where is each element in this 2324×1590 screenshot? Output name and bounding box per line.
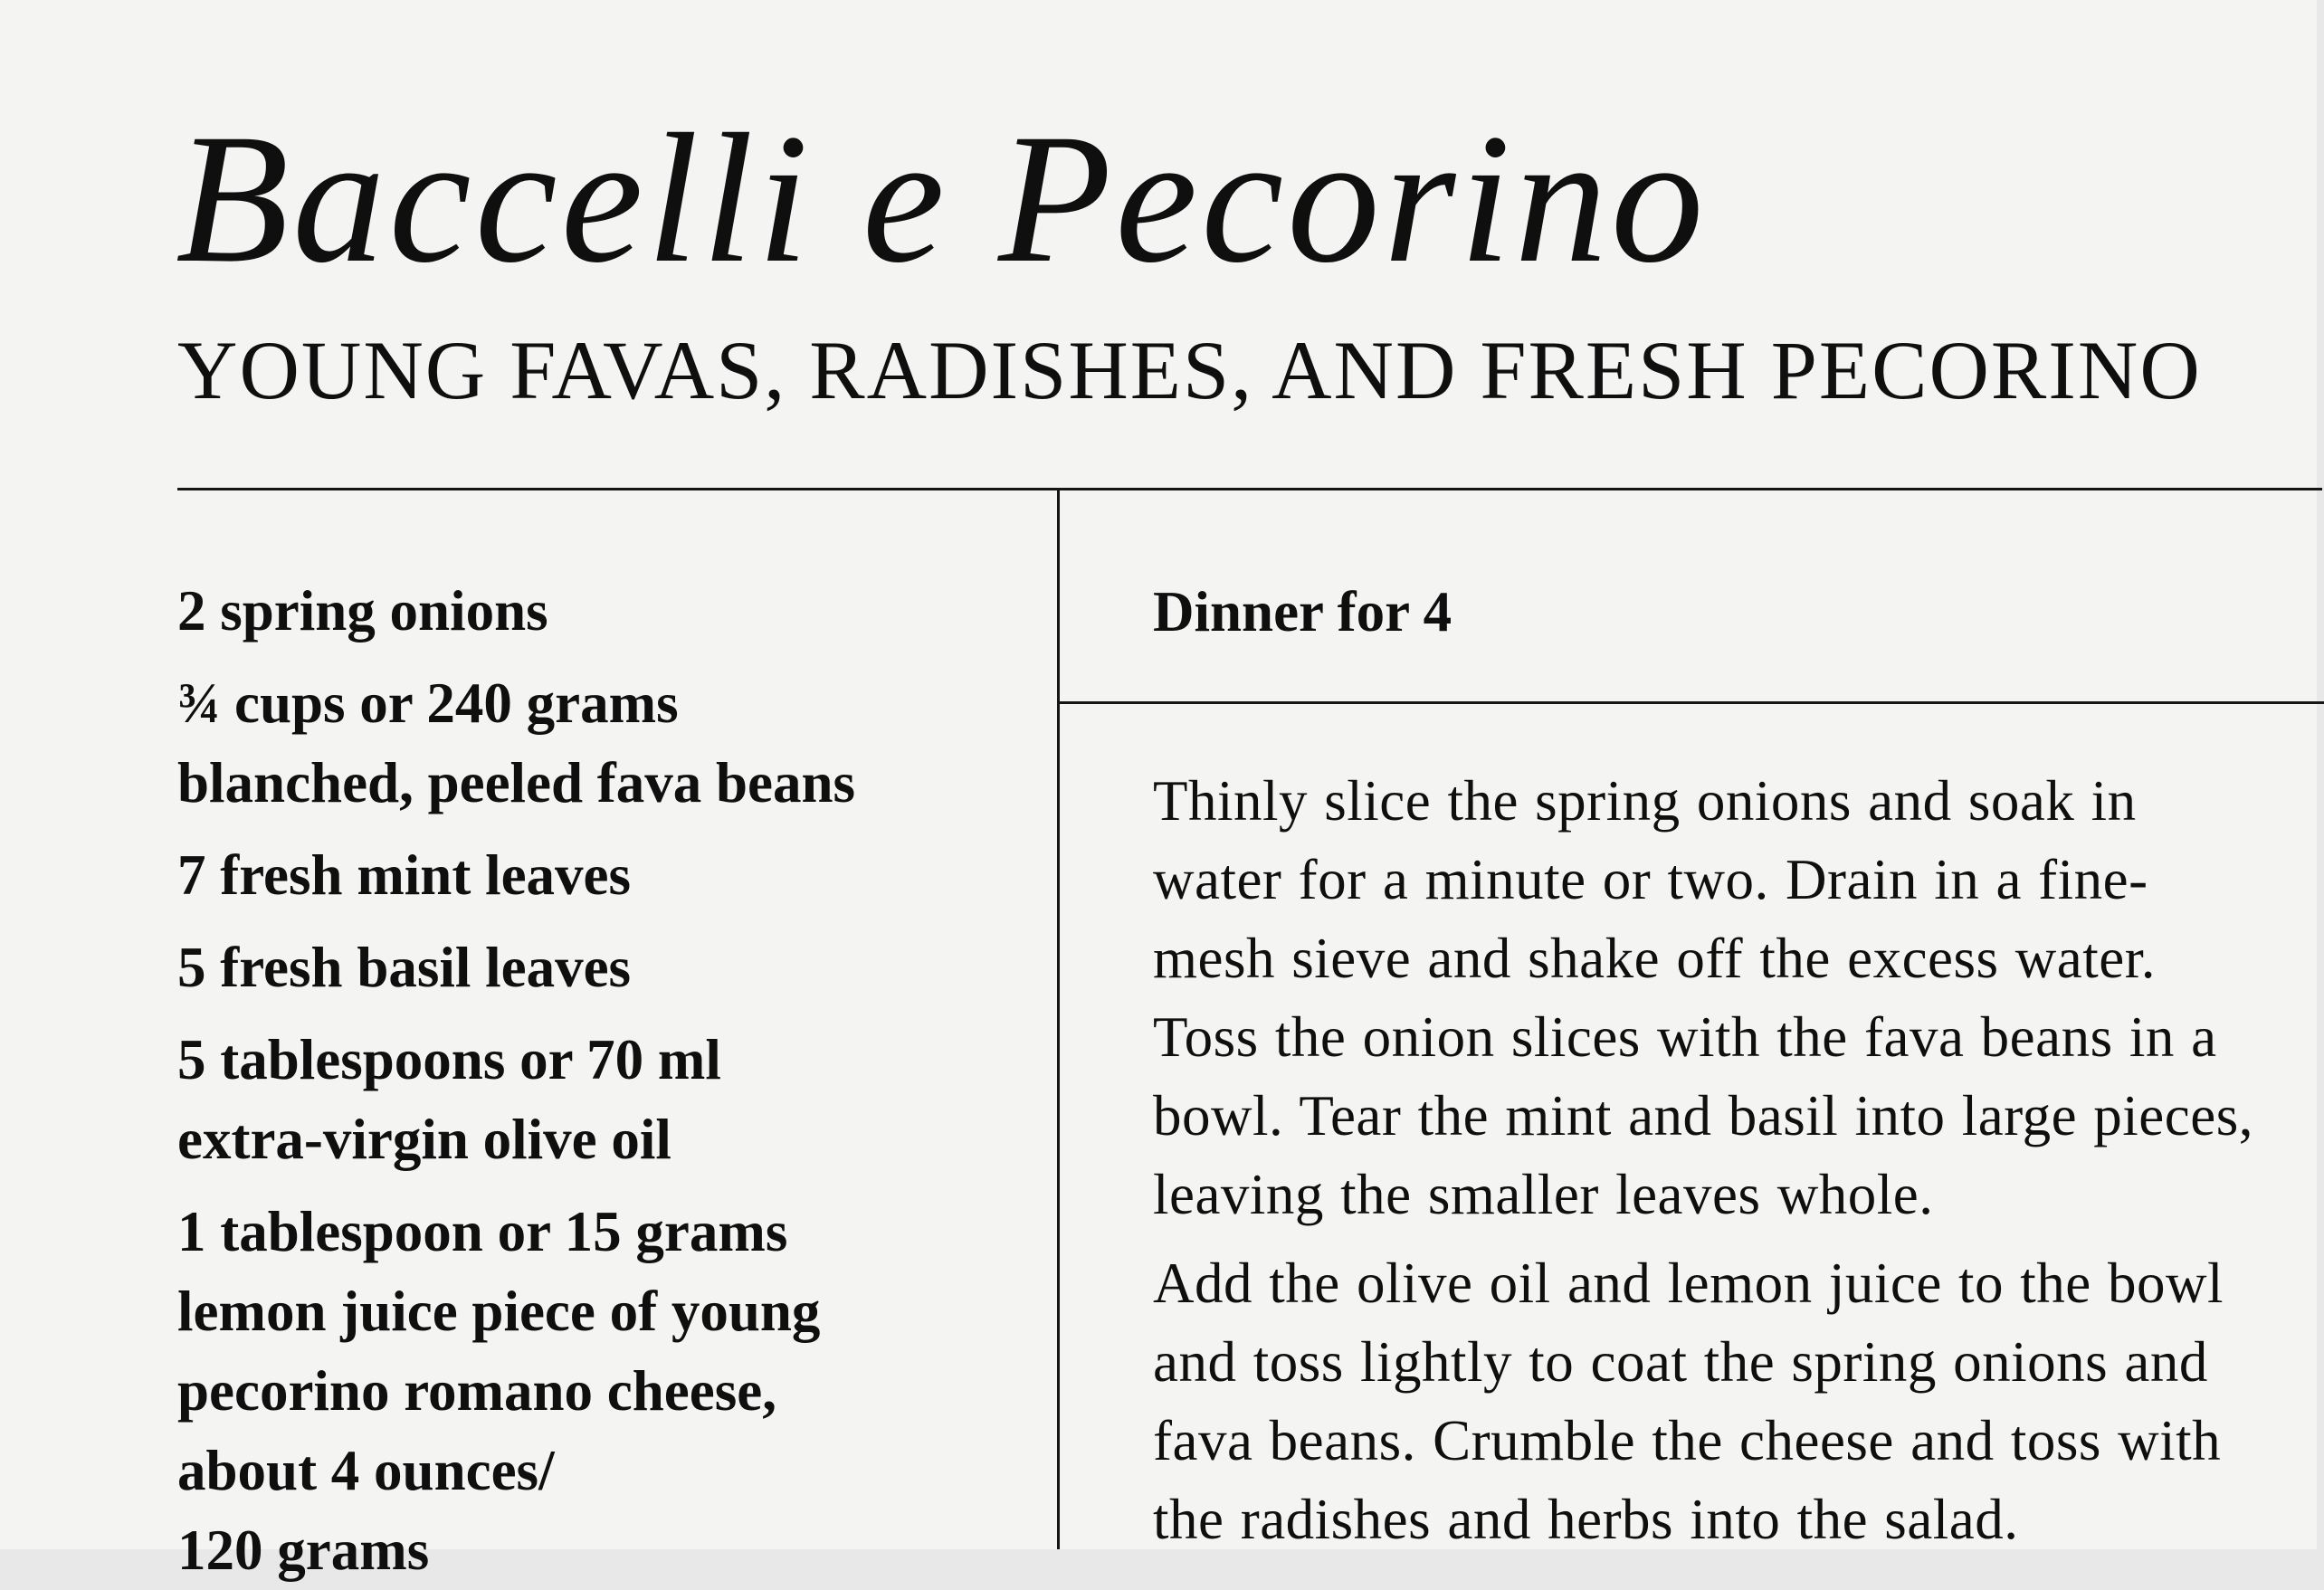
column-divider [1057,488,1060,1549]
ingredient-item [177,571,1046,651]
ingredient-item [177,835,1046,915]
instruction-line: and toss lightly to coat the spring onions and [1153,1330,2208,1394]
ingredient-line: 7 fresh mint leaves [177,843,632,907]
ingredient-line: 5 fresh basil leaves [177,936,632,999]
ingredient-line: pecorino romano cheese, [177,1359,776,1423]
instruction-paragraph [1153,762,2253,1234]
serving-divider [1057,701,2324,704]
instruction-line: mesh sieve and shake off the excess water. [1153,927,2156,990]
instruction-paragraph [1153,1244,2253,1559]
ingredient-line: about 4 ounces/ [177,1439,555,1502]
instruction-line: bowl. Tear the mint and basil into large pieces, [1153,1084,2253,1147]
ingredient-item [177,1192,1046,1590]
instruction-line: Thinly slice the spring onions and soak in [1153,769,2137,833]
instruction-line: the radishes and herbs into the salad. [1153,1488,2019,1551]
ingredient-line: 5 tablespoons or 70 ml [177,1028,721,1091]
header-divider [177,488,2322,490]
instruction-line: leaving the smaller leaves whole. [1153,1163,1934,1226]
page-title: Baccelli e Pecorino [176,96,1708,301]
serving-label: Dinner for 4 [1153,580,1452,643]
instruction-line: Toss the onion slices with the fava beans in a [1153,1005,2217,1069]
ingredient-item [177,928,1046,1007]
ingredient-line: 2 spring onions [177,579,548,643]
ingredients-list [177,571,1046,1590]
ingredient-line: ¾ cups or 240 grams [177,671,679,735]
ingredient-line: 1 tablespoon or 15 grams [177,1200,788,1263]
ingredient-line: 120 grams [177,1519,430,1582]
instruction-line: Add the olive oil and lemon juice to the bowl [1153,1252,2224,1315]
ingredient-line: blanched, peeled fava beans [177,751,856,814]
ingredient-item [177,663,1046,823]
ingredient-line: extra-virgin olive oil [177,1108,671,1171]
ingredient-line: lemon juice piece of young [177,1280,821,1343]
instruction-line: water for a minute or two. Drain in a fine- [1153,848,2148,911]
instruction-line: fava beans. Crumble the cheese and toss with [1153,1409,2222,1472]
ingredient-item [177,1020,1046,1179]
instructions [1153,762,2253,1559]
page-subtitle: YOUNG FAVAS, RADISHES, AND FRESH PECORINO [177,324,2202,416]
